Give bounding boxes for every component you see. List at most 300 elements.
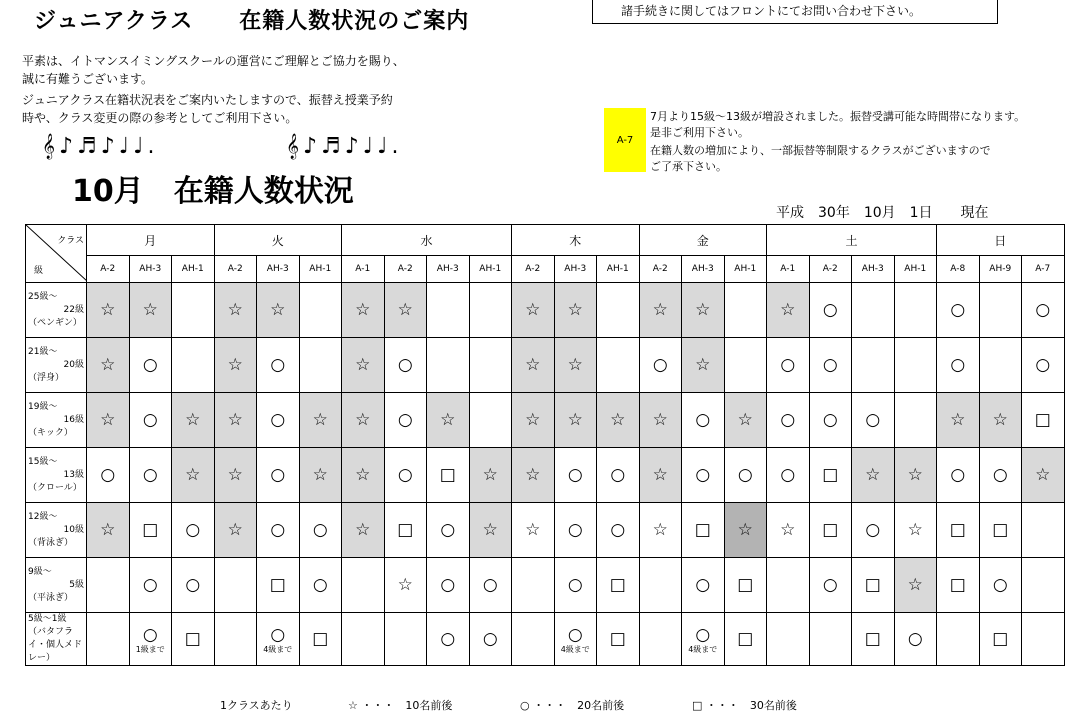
level-limit-note: 4級まで [263,644,293,654]
availability-cell [894,393,937,448]
availability-cell [937,393,980,448]
availability-cell [597,338,640,393]
level-row [26,503,1065,558]
availability-cell [512,558,555,613]
level-range-end: 16級 [63,414,84,425]
availability-cell [342,338,385,393]
availability-cell [299,338,342,393]
star-symbol: ☆ [227,520,243,540]
intro-line-2: 誠に有難うございます。 [22,72,154,86]
circle-symbol: ○ [737,465,753,485]
square-symbol: □ [822,465,839,485]
availability-cell [597,393,640,448]
square-symbol: □ [737,629,754,649]
level-range-start: 21級～ [28,346,58,357]
availability-cell [129,613,172,666]
circle-symbol: ○ [950,465,966,485]
star-symbol: ☆ [567,355,583,375]
level-range-end: 22級 [63,304,84,315]
availability-cell [469,338,512,393]
availability-cell [852,393,895,448]
availability-cell [469,393,512,448]
circle-symbol: ○ [567,520,583,540]
availability-cell [1022,338,1065,393]
music-notes-decoration-left: 𝄞♪♬♪♩♩. [42,134,159,159]
availability-cell [682,613,725,666]
square-symbol: □ [269,575,286,595]
class-code-header: AH-1 [724,256,767,283]
star-symbol: ☆ [312,410,328,430]
circle-symbol: ○ [270,520,286,540]
circle-symbol: ○ [780,465,796,485]
availability-cell [87,613,130,666]
square-symbol: □ [949,575,966,595]
availability-cell [342,393,385,448]
circle-symbol: ○ [567,575,583,595]
availability-cell [852,558,895,613]
availability-cell [342,503,385,558]
star-symbol: ☆ [355,410,371,430]
availability-cell [639,613,682,666]
square-symbol: □ [609,575,626,595]
circle-symbol: ○ [312,520,328,540]
availability-cell [937,338,980,393]
circle-symbol: ○ [270,465,286,485]
availability-cell [852,448,895,503]
star-symbol: ☆ [610,410,626,430]
square-symbol: □ [142,520,159,540]
availability-cell [767,283,810,338]
circle-symbol: ○ [695,410,711,430]
circle-symbol: ○ [950,355,966,375]
availability-cell [214,558,257,613]
circle-symbol: ○ [142,410,158,430]
class-code-header: AH-1 [172,256,215,283]
circle-symbol: ○ [822,355,838,375]
day-header: 木 [512,225,640,256]
level-label-cell [26,558,87,613]
class-code-header: AH-3 [129,256,172,283]
legend-circle: ○ ・・・ 20名前後 [520,699,625,712]
availability-cell [384,283,427,338]
availability-cell [129,338,172,393]
availability-cell [257,283,300,338]
availability-cell [384,503,427,558]
square-symbol: □ [949,520,966,540]
availability-cell [554,283,597,338]
availability-cell [809,338,852,393]
availability-cell [469,503,512,558]
circle-symbol: ○ [865,520,881,540]
availability-cell [1022,613,1065,666]
circle-symbol: ○ [1035,300,1051,320]
availability-cell [299,393,342,448]
square-symbol: □ [397,520,414,540]
star-symbol: ☆ [440,410,456,430]
availability-cell [1022,283,1065,338]
star-symbol: ☆ [567,410,583,430]
corner-level-label: 級 [34,266,44,276]
class-code-header: AH-3 [427,256,470,283]
star-symbol: ☆ [397,575,413,595]
class-code-header: AH-3 [852,256,895,283]
availability-cell [767,448,810,503]
circle-symbol: ○ [270,410,286,430]
availability-cell [384,558,427,613]
circle-symbol: ○ [865,410,881,430]
availability-cell [809,558,852,613]
circle-symbol: ○ [397,355,413,375]
day-header: 土 [767,225,937,256]
circle-symbol: ○ [185,520,201,540]
availability-cell [172,393,215,448]
availability-cell [937,613,980,666]
as-of-date: 平成 30年 10月 1日 現在 [776,205,989,221]
star-symbol: ☆ [737,410,753,430]
availability-cell [809,283,852,338]
day-header: 金 [639,225,767,256]
square-symbol: □ [609,629,626,649]
level-stroke-name: （キック） [28,427,73,438]
circle-symbol: ○ [780,355,796,375]
intro-line-4: 時や、クラス変更の際の参考としてご利用下さい。 [22,111,298,125]
class-code-header: A-1 [767,256,810,283]
document-title: ジュニアクラス 在籍人数状況のご案内 [34,9,470,34]
circle-symbol: ○ [992,465,1008,485]
legend-prefix: 1クラスあたり [220,699,293,712]
level-range-start: 5級～1級 [28,614,67,624]
level-label-cell [26,338,87,393]
availability-cell [299,558,342,613]
availability-cell [172,448,215,503]
level-range-start: 19級～ [28,401,58,412]
circle-symbol: ○ [482,629,498,649]
availability-cell [512,393,555,448]
circle-symbol: ○ [610,465,626,485]
availability-cell [979,393,1022,448]
star-symbol: ☆ [355,465,371,485]
availability-cell [342,448,385,503]
availability-cell [469,613,512,666]
availability-cell [87,448,130,503]
day-header: 月 [87,225,215,256]
note-line-2: 是非ご利用下さい。 [650,126,749,139]
star-symbol: ☆ [1035,465,1051,485]
level-stroke-name: （背泳ぎ） [28,537,74,548]
star-symbol: ☆ [652,465,668,485]
square-symbol: □ [737,575,754,595]
circle-symbol: ○ [142,575,158,595]
class-code-header: AH-9 [979,256,1022,283]
availability-cell [937,503,980,558]
availability-cell [214,503,257,558]
availability-cell [937,558,980,613]
star-symbol: ☆ [737,520,753,540]
circle-symbol: ○ [950,300,966,320]
level-row [26,448,1065,503]
availability-cell [427,558,470,613]
availability-cell [427,448,470,503]
star-symbol: ☆ [142,300,158,320]
availability-cell [427,613,470,666]
class-code-header: A-2 [87,256,130,283]
availability-cell [639,283,682,338]
star-symbol: ☆ [397,300,413,320]
legend-star: ☆ ・・・ 10名前後 [348,699,453,712]
circle-symbol: ○ [270,624,286,645]
circle-symbol: ○ [397,410,413,430]
availability-cell [852,503,895,558]
level-range-end: 10級 [63,524,84,535]
availability-cell [639,448,682,503]
availability-cell [257,393,300,448]
circle-symbol: ○ [652,355,668,375]
circle-symbol: ○ [780,410,796,430]
availability-cell [172,613,215,666]
availability-cell [554,393,597,448]
availability-cell [299,503,342,558]
square-symbol: □ [312,629,329,649]
availability-cell [767,503,810,558]
availability-cell [682,448,725,503]
square-symbol: □ [992,629,1009,649]
availability-cell [299,613,342,666]
star-symbol: ☆ [525,520,541,540]
level-label-cell [26,283,87,338]
level-label-cell [26,613,87,666]
circle-symbol: ○ [185,575,201,595]
level-range-start: 15級～ [28,456,58,467]
availability-cell [172,503,215,558]
availability-cell [1022,393,1065,448]
availability-cell [299,283,342,338]
availability-cell [512,283,555,338]
star-symbol: ☆ [482,520,498,540]
availability-cell [597,558,640,613]
star-symbol: ☆ [100,300,116,320]
availability-cell [937,283,980,338]
circle-symbol: ○ [440,520,456,540]
square-symbol: □ [864,629,881,649]
star-symbol: ☆ [270,300,286,320]
availability-cell [129,448,172,503]
star-symbol: ☆ [525,355,541,375]
availability-cell [894,283,937,338]
circle-symbol: ○ [695,624,711,645]
availability-cell [512,503,555,558]
legend-square: □ ・・・ 30名前後 [692,699,797,712]
availability-cell [129,393,172,448]
level-row [26,338,1065,393]
availability-cell [87,558,130,613]
star-symbol: ☆ [907,520,923,540]
star-symbol: ☆ [907,465,923,485]
star-symbol: ☆ [185,410,201,430]
class-code-header: A-1 [342,256,385,283]
availability-cell [172,338,215,393]
availability-cell [214,393,257,448]
availability-cell [937,448,980,503]
availability-cell [894,448,937,503]
level-limit-note: 4級まで [688,644,718,654]
availability-cell [724,393,767,448]
availability-cell [724,558,767,613]
availability-cell [767,558,810,613]
availability-cell [554,558,597,613]
note-line-1: 7月より15級～13級が増設されました。振替受講可能な時間帯になります。 [650,110,1026,123]
availability-cell [894,558,937,613]
circle-symbol: ○ [142,355,158,375]
availability-cell [554,448,597,503]
availability-cell [639,393,682,448]
star-symbol: ☆ [227,300,243,320]
availability-cell [724,338,767,393]
star-symbol: ☆ [652,300,668,320]
availability-cell [597,283,640,338]
circle-symbol: ○ [397,465,413,485]
level-stroke-name: （クロール） [28,482,82,493]
circle-symbol: ○ [482,575,498,595]
note-line-3: 在籍人数の増加により、一部振替等制限するクラスがございますので [650,144,991,157]
class-code-header: AH-3 [554,256,597,283]
star-symbol: ☆ [780,300,796,320]
class-code-header: A-2 [809,256,852,283]
square-symbol: □ [694,520,711,540]
availability-cell [87,283,130,338]
availability-cell [299,448,342,503]
star-symbol: ☆ [100,410,116,430]
star-symbol: ☆ [227,355,243,375]
availability-cell [724,503,767,558]
circle-symbol: ○ [695,575,711,595]
circle-symbol: ○ [567,624,583,645]
availability-cell [469,558,512,613]
star-symbol: ☆ [100,355,116,375]
availability-cell [257,338,300,393]
availability-cell [469,448,512,503]
level-range-end: 20級 [63,359,84,370]
level-label-cell [26,393,87,448]
star-symbol: ☆ [355,355,371,375]
availability-cell [214,338,257,393]
circle-symbol: ○ [695,465,711,485]
availability-cell [767,338,810,393]
star-symbol: ☆ [482,465,498,485]
availability-cell [682,283,725,338]
availability-cell [639,558,682,613]
class-code-header: A-2 [512,256,555,283]
availability-cell [894,338,937,393]
level-range-start: 25級～ [28,291,58,302]
availability-cell [427,338,470,393]
availability-cell [767,613,810,666]
availability-cell [384,338,427,393]
level-row [26,283,1065,338]
availability-cell [87,503,130,558]
star-symbol: ☆ [907,575,923,595]
front-desk-notice: 諸手続きに関してはフロントにてお問い合わせ下さい。 [592,0,998,24]
availability-cell [469,283,512,338]
circle-symbol: ○ [907,629,923,649]
availability-cell [384,448,427,503]
corner-class-label: クラス [57,236,84,246]
availability-cell [767,393,810,448]
availability-cell [682,503,725,558]
circle-symbol: ○ [822,300,838,320]
availability-cell [257,558,300,613]
availability-cell [809,448,852,503]
star-symbol: ☆ [865,465,881,485]
circle-symbol: ○ [440,575,456,595]
availability-cell [129,283,172,338]
star-symbol: ☆ [227,465,243,485]
class-code-header: A-7 [1022,256,1065,283]
class-code-header: A-2 [214,256,257,283]
level-stroke-name: （ペンギン） [28,317,82,328]
square-symbol: □ [864,575,881,595]
availability-cell [979,613,1022,666]
level-range-start: 9級～ [28,566,52,577]
availability-cell [979,448,1022,503]
availability-cell [852,283,895,338]
availability-cell [214,448,257,503]
availability-cell [894,613,937,666]
availability-cell [639,338,682,393]
availability-cell [384,613,427,666]
level-row [26,393,1065,448]
star-symbol: ☆ [695,300,711,320]
star-symbol: ☆ [525,410,541,430]
level-row [26,558,1065,613]
day-header: 水 [342,225,512,256]
star-symbol: ☆ [780,520,796,540]
availability-cell [129,558,172,613]
star-symbol: ☆ [567,300,583,320]
availability-cell [512,338,555,393]
circle-symbol: ○ [822,410,838,430]
availability-cell [682,558,725,613]
intro-line-3: ジュニアクラス在籍状況表をご案内いたしますので、振替え授業予約 [22,93,393,107]
level-range-end: 5級 [69,579,84,590]
class-code-header: A-2 [384,256,427,283]
availability-cell [597,503,640,558]
availability-cell [172,558,215,613]
music-notes-decoration-right: 𝄞♪♬♪♩♩. [286,134,403,159]
square-symbol: □ [439,465,456,485]
availability-cell [979,503,1022,558]
class-code-header: AH-3 [257,256,300,283]
square-symbol: □ [1034,410,1051,430]
day-header: 火 [214,225,342,256]
availability-cell [87,338,130,393]
star-symbol: ☆ [355,520,371,540]
availability-cell [809,613,852,666]
star-symbol: ☆ [227,410,243,430]
square-symbol: □ [184,629,201,649]
level-limit-note: 4級まで [560,644,590,654]
availability-cell [554,613,597,666]
class-code-header: AH-1 [469,256,512,283]
square-symbol: □ [822,520,839,540]
table-corner-header [26,225,87,283]
star-symbol: ☆ [355,300,371,320]
class-code-header: AH-3 [682,256,725,283]
circle-symbol: ○ [142,624,158,645]
star-symbol: ☆ [100,520,116,540]
availability-cell [809,503,852,558]
circle-symbol: ○ [992,575,1008,595]
availability-cell [129,503,172,558]
